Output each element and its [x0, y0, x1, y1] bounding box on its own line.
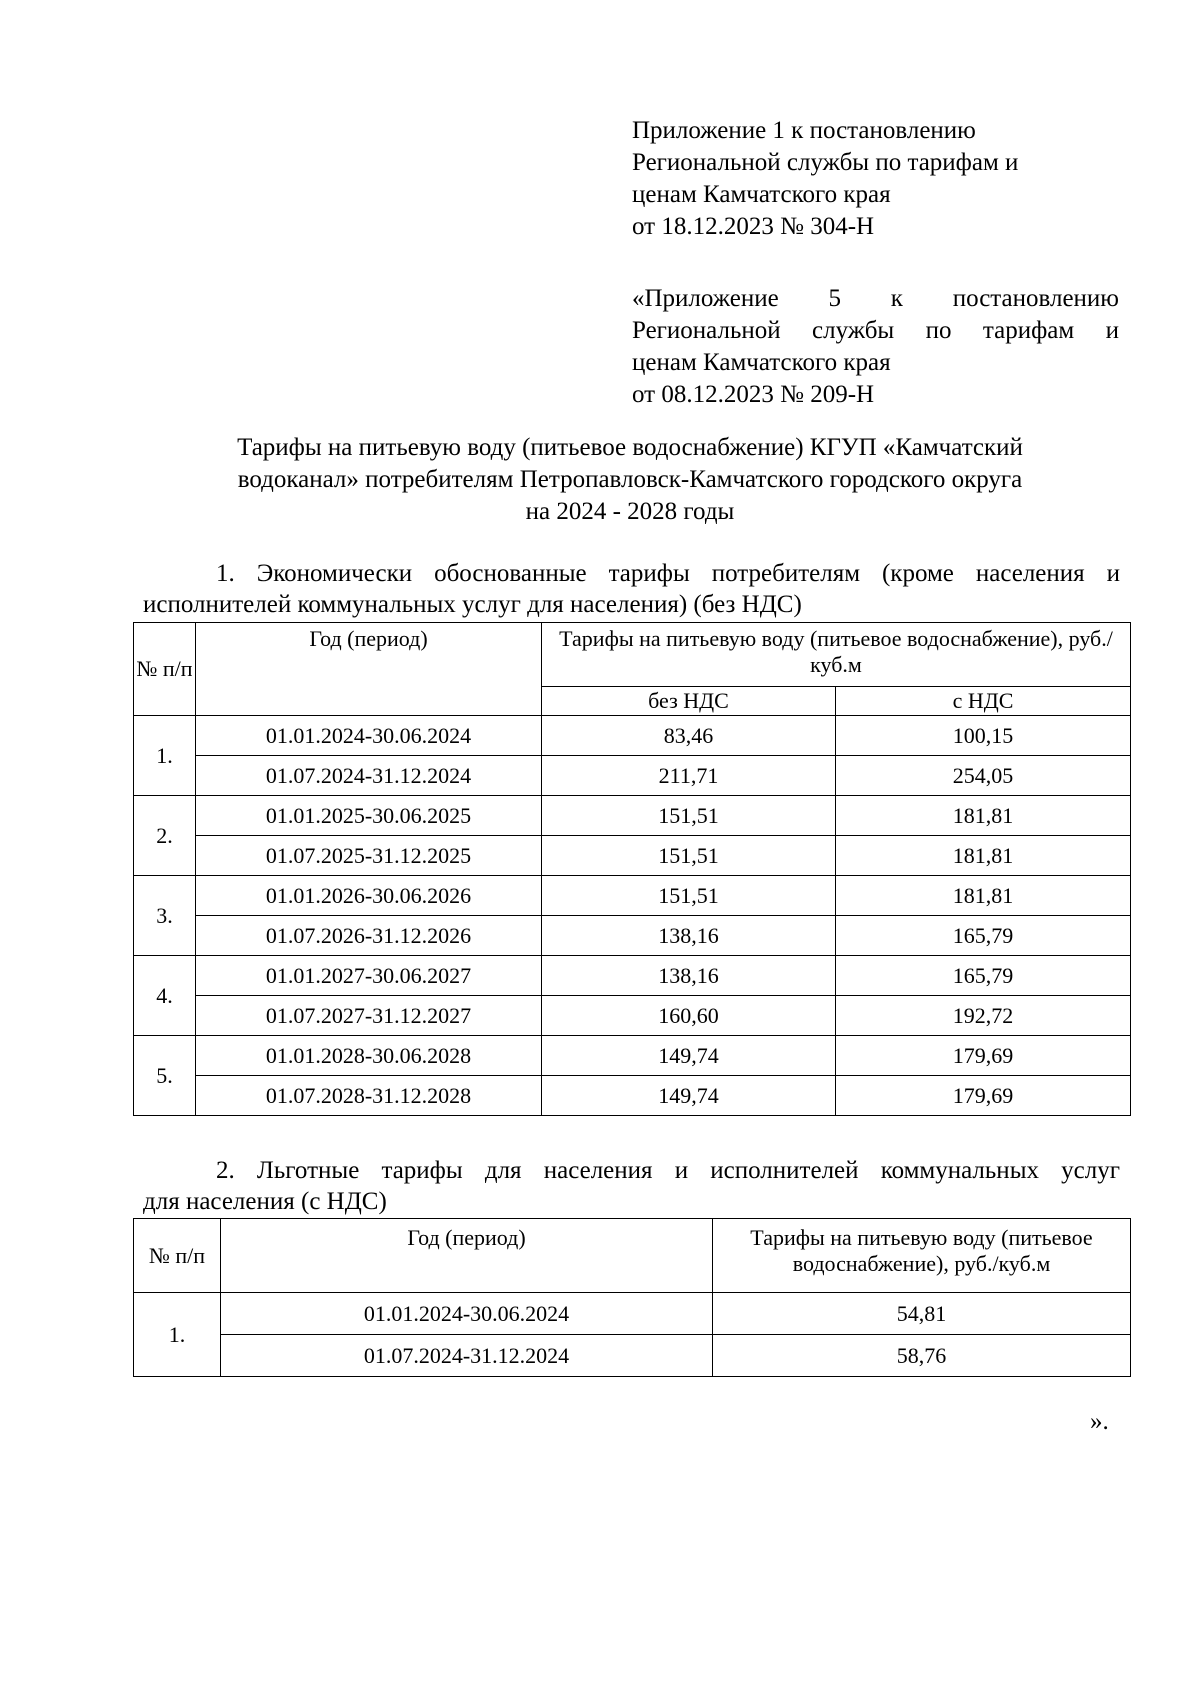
closing-quote-mark: ». — [1090, 1408, 1109, 1435]
row-number: 1. — [134, 716, 196, 796]
title-line: водоканал» потребителям Петропавловск-Камчатского городского округа — [237, 466, 1023, 493]
section-1-heading — [143, 558, 1120, 620]
section-1-heading-line: исполнителей коммунальных услуг для населения) (без НДС) — [143, 591, 802, 618]
appendix-5-line: от 08.12.2023 № 209-Н — [632, 381, 875, 408]
appendix-5-line: Региональной службы по тарифам и — [632, 317, 1119, 344]
column-header-vat: с НДС — [836, 687, 1131, 716]
column-header-num: № п/п — [134, 623, 196, 716]
table-row — [134, 756, 1131, 796]
period-cell: 01.07.2026-31.12.2026 — [196, 916, 542, 956]
tariff-vat-cell: 254,05 — [836, 756, 1131, 796]
tariff-no-vat-cell: 83,46 — [542, 716, 836, 756]
table-row — [134, 956, 1131, 996]
tariff-no-vat-cell: 151,51 — [542, 836, 836, 876]
column-header-tariff: Тарифы на питьевую воду (питьевое водоснабжение), руб./куб.м — [542, 623, 1131, 687]
column-header-num: № п/п — [134, 1219, 221, 1293]
tariff-vat-cell: 165,79 — [836, 956, 1131, 996]
section-2-heading-line: для населения (с НДС) — [143, 1188, 387, 1215]
period-cell: 01.01.2024-30.06.2024 — [221, 1293, 713, 1335]
period-cell: 01.01.2026-30.06.2026 — [196, 876, 542, 916]
tariff-no-vat-cell: 211,71 — [542, 756, 836, 796]
section-1-heading-line: 1. Экономически обоснованные тарифы потребителям (кроме населения и — [216, 560, 1120, 587]
table-row — [134, 836, 1131, 876]
tariff-no-vat-cell: 149,74 — [542, 1076, 836, 1116]
column-header-tariff: Тарифы на питьевую воду (питьевое водоснабжение), руб./куб.м — [713, 1219, 1131, 1293]
tariff-table-preferential — [133, 1218, 1131, 1377]
column-header-period: Год (период) — [221, 1219, 713, 1293]
appendix-1-line: Региональной службы по тарифам и — [632, 149, 1019, 176]
appendix-1-reference — [632, 115, 1119, 243]
appendix-5-line: ценам Камчатского края — [632, 349, 891, 376]
tariff-value-cell: 58,76 — [713, 1335, 1131, 1377]
table-row — [134, 1293, 1131, 1335]
period-cell: 01.07.2024-31.12.2024 — [196, 756, 542, 796]
tariff-no-vat-cell: 138,16 — [542, 956, 836, 996]
tariff-vat-cell: 179,69 — [836, 1076, 1131, 1116]
appendix-1-line: ценам Камчатского края — [632, 181, 891, 208]
tariff-no-vat-cell: 138,16 — [542, 916, 836, 956]
tariff-vat-cell: 179,69 — [836, 1036, 1131, 1076]
row-number: 3. — [134, 876, 196, 956]
table-row — [134, 716, 1131, 756]
table-row — [134, 996, 1131, 1036]
tariff-vat-cell: 165,79 — [836, 916, 1131, 956]
appendix-5-reference — [632, 283, 1119, 411]
tariff-vat-cell: 192,72 — [836, 996, 1131, 1036]
table-row — [134, 1036, 1131, 1076]
period-cell: 01.01.2024-30.06.2024 — [196, 716, 542, 756]
tariff-vat-cell: 181,81 — [836, 836, 1131, 876]
row-number: 4. — [134, 956, 196, 1036]
period-cell: 01.01.2027-30.06.2027 — [196, 956, 542, 996]
table-row — [134, 876, 1131, 916]
tariff-value-cell: 54,81 — [713, 1293, 1131, 1335]
tariff-table-economic — [133, 622, 1131, 1116]
title-line: Тарифы на питьевую воду (питьевое водоснабжение) КГУП «Камчатский — [237, 434, 1023, 461]
tariff-no-vat-cell: 151,51 — [542, 796, 836, 836]
row-number: 5. — [134, 1036, 196, 1116]
table-row — [134, 1335, 1131, 1377]
table-row — [134, 1076, 1131, 1116]
tariff-no-vat-cell: 151,51 — [542, 876, 836, 916]
tariff-no-vat-cell: 149,74 — [542, 1036, 836, 1076]
title-line: на 2024 - 2028 годы — [525, 498, 735, 525]
column-header-period: Год (период) — [196, 623, 542, 716]
section-2-heading — [143, 1155, 1120, 1217]
period-cell: 01.07.2028-31.12.2028 — [196, 1076, 542, 1116]
period-cell: 01.01.2025-30.06.2025 — [196, 796, 542, 836]
appendix-1-line: Приложение 1 к постановлению — [632, 117, 976, 144]
row-number: 2. — [134, 796, 196, 876]
section-2-heading-line: 2. Льготные тарифы для населения и исполнителей коммунальных услуг — [216, 1157, 1120, 1184]
table-row — [134, 796, 1131, 836]
period-cell: 01.07.2025-31.12.2025 — [196, 836, 542, 876]
appendix-5-line: «Приложение 5 к постановлению — [632, 285, 1119, 312]
document-title — [140, 432, 1120, 528]
tariff-vat-cell: 100,15 — [836, 716, 1131, 756]
tariff-no-vat-cell: 160,60 — [542, 996, 836, 1036]
period-cell: 01.07.2024-31.12.2024 — [221, 1335, 713, 1377]
tariff-vat-cell: 181,81 — [836, 796, 1131, 836]
row-number: 1. — [134, 1293, 221, 1377]
period-cell: 01.01.2028-30.06.2028 — [196, 1036, 542, 1076]
appendix-1-line: от 18.12.2023 № 304-Н — [632, 213, 875, 240]
table-row — [134, 916, 1131, 956]
period-cell: 01.07.2027-31.12.2027 — [196, 996, 542, 1036]
column-header-no-vat: без НДС — [542, 687, 836, 716]
tariff-vat-cell: 181,81 — [836, 876, 1131, 916]
